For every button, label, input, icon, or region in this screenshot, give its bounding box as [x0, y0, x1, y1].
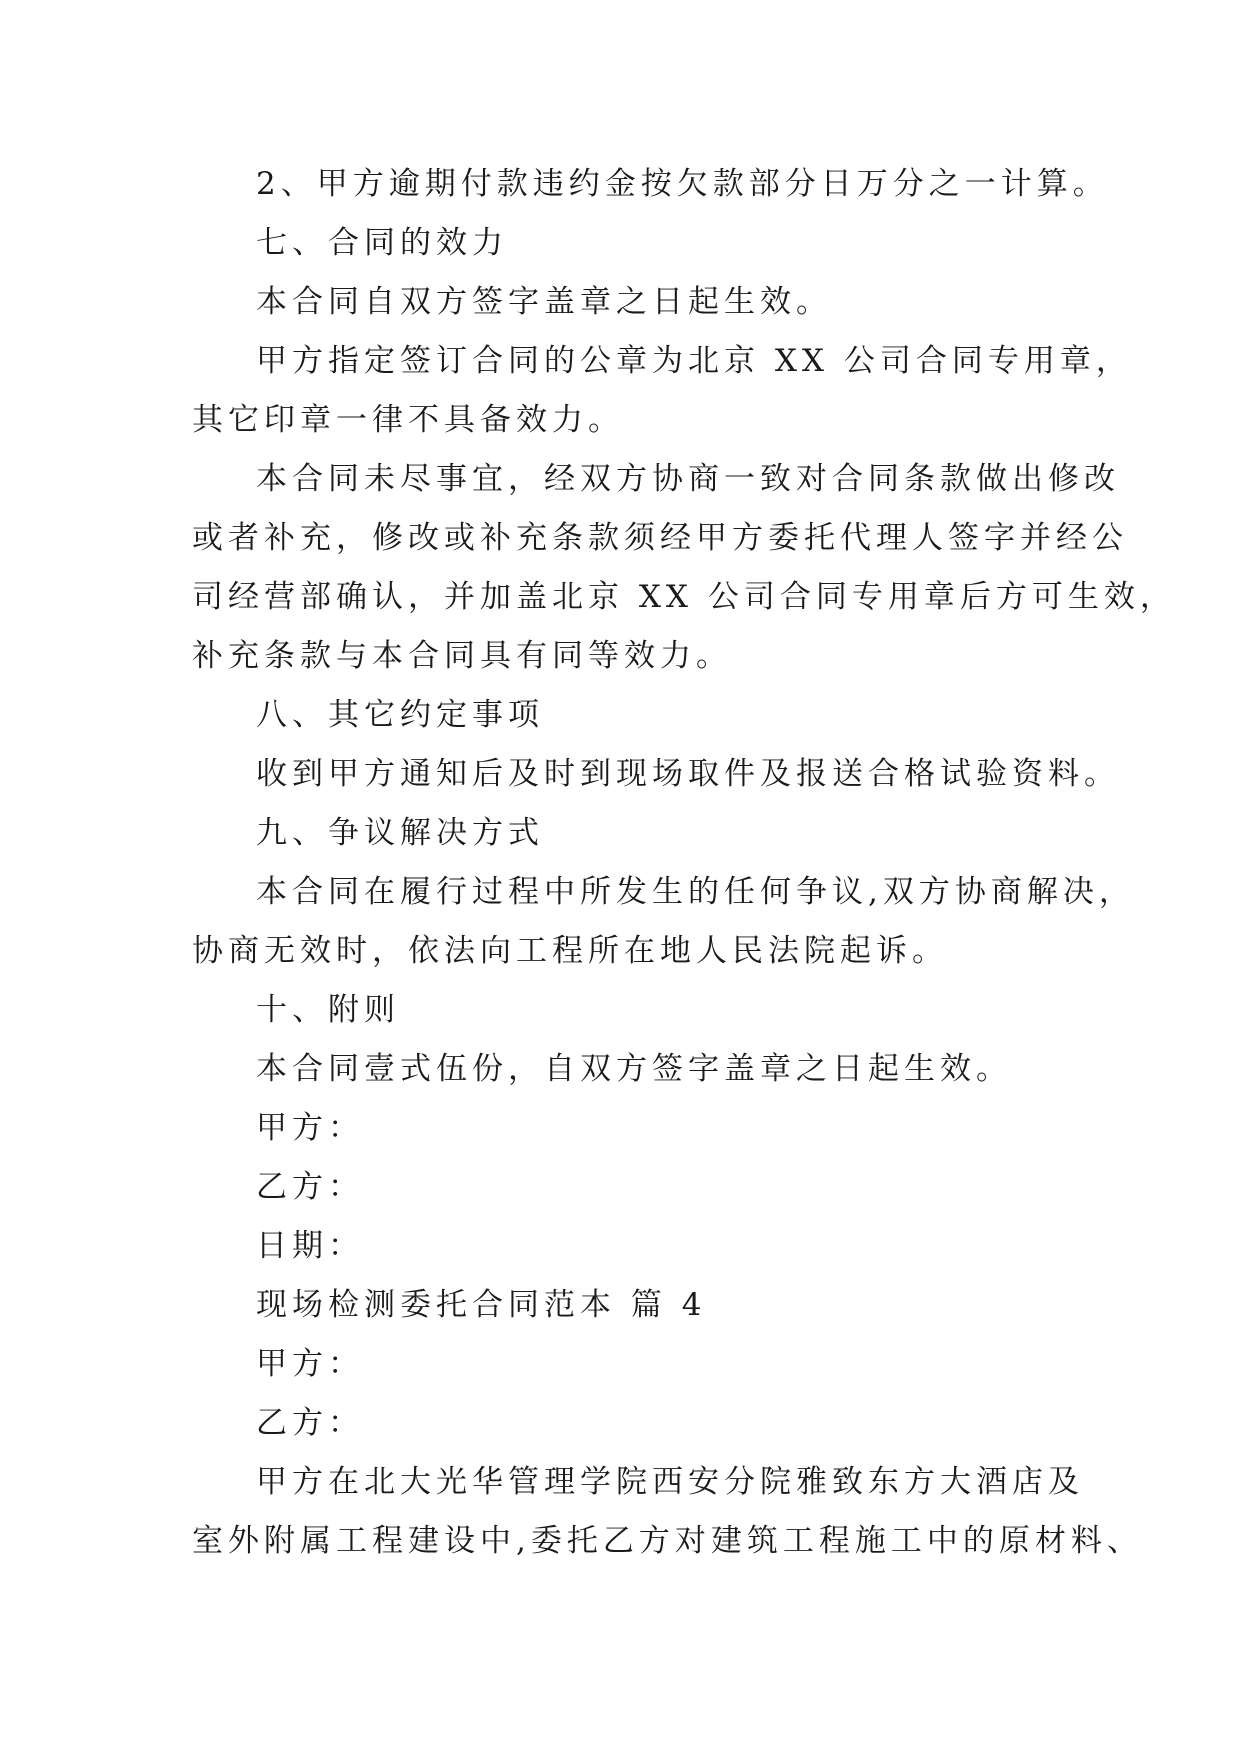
- party-b-label: 乙方：: [256, 1169, 364, 1205]
- heading-contract-validity: [192, 214, 1072, 273]
- text-line: 收到甲方通知后及时到现场取件及报送合格试验资料。: [256, 756, 1120, 792]
- document-body: [192, 155, 1176, 1571]
- heading-supplementary-provisions: [192, 981, 1072, 1040]
- paragraph-copies: [192, 1040, 1072, 1099]
- signature-date: [192, 1217, 1072, 1276]
- date-label: 日期：: [256, 1228, 364, 1264]
- paragraph-dispute: [192, 863, 1135, 981]
- text-line: 本合同壹式伍份，自双方签字盖章之日起生效。: [256, 1051, 1012, 1087]
- text-line: 本合同在履行过程中所发生的任何争议,双方协商解决，: [256, 874, 1135, 910]
- document-title: 现场检测委托合同范本 篇 4: [256, 1287, 707, 1323]
- paragraph-official-seal: [192, 332, 1132, 450]
- heading-dispute-resolution: [192, 804, 1072, 863]
- section-heading: 十、附则: [256, 992, 400, 1028]
- signature-party-b: [192, 1158, 1072, 1217]
- paragraph-commission: [192, 1453, 1143, 1571]
- heading-template-4: [192, 1276, 1072, 1335]
- text-line: 甲方指定签订合同的公章为北京 XX 公司合同专用章，: [256, 343, 1132, 379]
- text-line: 补充条款与本合同具有同等效力。: [192, 638, 732, 674]
- text-line: 本合同未尽事宜，经双方协商一致对合同条款做出修改: [256, 461, 1120, 497]
- party-b-label: 乙方：: [256, 1405, 364, 1441]
- text-line: 司经营部确认，并加盖北京 XX 公司合同专用章后方可生效，: [192, 579, 1176, 615]
- paragraph-effective: [192, 273, 1072, 332]
- text-line: 本合同自双方签字盖章之日起生效。: [256, 284, 832, 320]
- section-heading: 九、争议解决方式: [256, 815, 544, 851]
- party-a-field: [192, 1335, 1072, 1394]
- section-heading: 八、其它约定事项: [256, 697, 544, 733]
- heading-other-matters: [192, 686, 1072, 745]
- party-b-field: [192, 1394, 1072, 1453]
- signature-party-a: [192, 1099, 1072, 1158]
- paragraph-late-payment: [192, 155, 1109, 214]
- text-line: 2、甲方逾期付款违约金按欠款部分日万分之一计算。: [256, 166, 1109, 202]
- party-a-label: 甲方：: [256, 1110, 364, 1146]
- text-line: 甲方在北大光华管理学院西安分院雅致东方大酒店及: [256, 1464, 1084, 1500]
- text-line: 协商无效时，依法向工程所在地人民法院起诉。: [192, 933, 948, 969]
- party-a-label: 甲方：: [256, 1346, 364, 1382]
- text-line: 室外附属工程建设中,委托乙方对建筑工程施工中的原材料、: [192, 1523, 1143, 1559]
- section-heading: 七、合同的效力: [256, 225, 508, 261]
- text-line: 或者补充，修改或补充条款须经甲方委托代理人签字并经公: [192, 520, 1128, 556]
- text-line: 其它印章一律不具备效力。: [192, 402, 624, 438]
- paragraph-supplementary-terms: [192, 450, 1176, 686]
- paragraph-pickup: [192, 745, 1120, 804]
